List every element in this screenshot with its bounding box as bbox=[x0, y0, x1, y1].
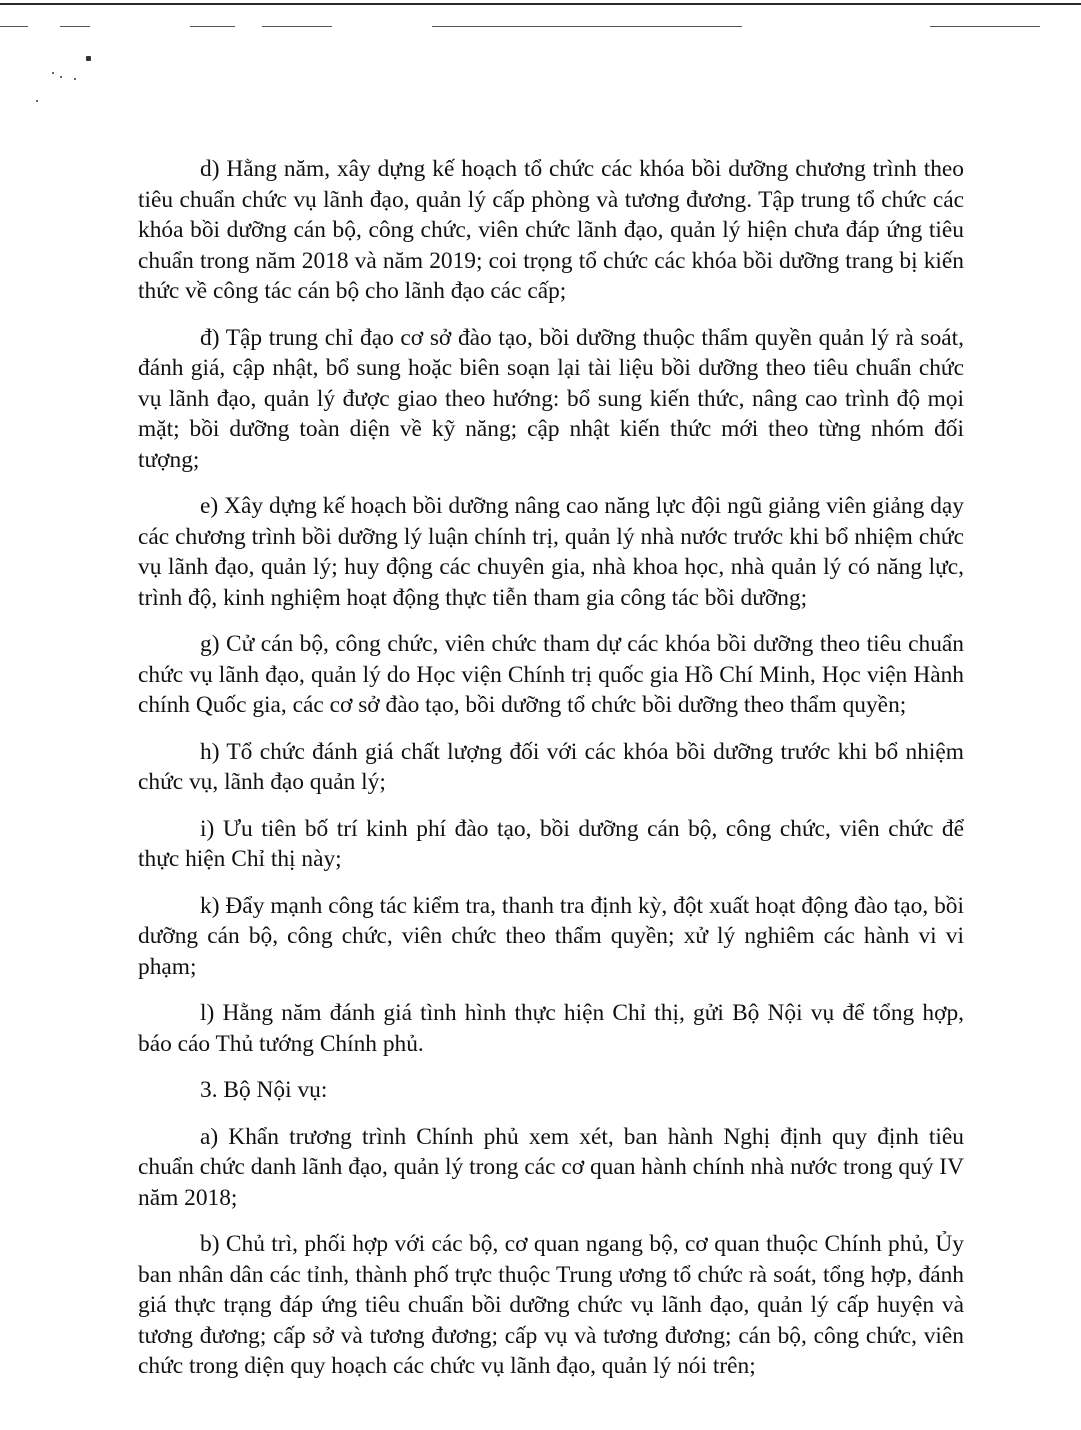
paragraph-l: l) Hằng năm đánh giá tình hình thực hiện Chỉ thị, gửi Bộ Nội vụ để tổng hợp, báo cáo Thủ tướng Chính phủ. bbox=[138, 1000, 964, 1057]
scan-border-line bbox=[0, 3, 1081, 5]
scan-dash bbox=[190, 26, 235, 27]
paragraph-a: a) Khẩn trương trình Chính phủ xem xét, ban hành Nghị định quy định tiêu chuẩn chức danh lãnh đạo, quản lý trong các cơ quan hành chính nhà nước trong quý IV năm 2018; bbox=[138, 1123, 964, 1211]
paragraph-e: e) Xây dựng kế hoạch bồi dưỡng nâng cao năng lực đội ngũ giảng viên giảng dạy các chương trình bồi dưỡng lý luận chính trị, quản lý nhà nước trước khi bổ nhiệm chức vụ lãnh đạo, quản lý; huy động các chuyên gia, nhà khoa học, nhà quản lý có năng lực, trình độ, kinh nghiệm hoạt động thực tiễn tham gia công tác bồi dưỡng; bbox=[138, 493, 964, 611]
paragraph-g: g) Cử cán bộ, công chức, viên chức tham dự các khóa bồi dưỡng theo tiêu chuẩn chức vụ lãnh đạo, quản lý do Học viện Chính trị quốc gia Hồ Chí Minh, Học viện Hành chính Quốc gia, các cơ sở đào tạo, bồi dưỡng tổ chức bồi dưỡng theo thẩm quyền; bbox=[138, 631, 964, 718]
paragraph-d: d) Hằng năm, xây dựng kế hoạch tổ chức các khóa bồi dưỡng chương trình theo tiêu chuẩn chức vụ lãnh đạo, quản lý cấp phòng và tương đương. Tập trung tổ chức các khóa bồi dưỡng cán bộ, công chức, viên chức lãnh đạo, quản lý hiện chưa đáp ứng tiêu chuẩn trong năm 2018 và năm 2019; coi trọng tổ chức các khóa bồi dưỡng trang bị kiến thức về công tác cán bộ cho lãnh đạo các cấp; bbox=[138, 156, 964, 304]
scan-dash bbox=[432, 26, 742, 27]
scan-dash bbox=[0, 26, 28, 27]
scan-speck bbox=[74, 78, 76, 80]
paragraph-k: k) Đẩy mạnh công tác kiểm tra, thanh tra định kỳ, đột xuất hoạt động đào tạo, bồi dưỡng cán bộ, công chức, viên chức theo thẩm quyền; xử lý nghiêm các hành vi vi phạm; bbox=[138, 892, 964, 980]
paragraph-dd: đ) Tập trung chỉ đạo cơ sở đào tạo, bồi dưỡng thuộc thẩm quyền quản lý rà soát, đánh giá, cập nhật, bổ sung hoặc biên soạn lại tài liệu bồi dưỡng theo tiêu chuẩn chức vụ lãnh đạo, quản lý được giao theo hướng: bổ sung kiến thức, nâng cao trình độ mọi mặt; bồi dưỡng toàn diện về kỹ năng; cập nhật kiến thức mới theo từng nhóm đối tượng; bbox=[138, 324, 964, 473]
paragraph-h: h) Tổ chức đánh giá chất lượng đối với các khóa bồi dưỡng trước khi bổ nhiệm chức vụ, lãnh đạo quản lý; bbox=[138, 738, 964, 795]
document-page bbox=[138, 154, 964, 1398]
paragraph-i: i) Ưu tiên bố trí kinh phí đào tạo, bồi dưỡng cán bộ, công chức, viên chức để thực hiện Chỉ thị này; bbox=[138, 815, 964, 872]
scan-specks bbox=[30, 50, 110, 120]
scan-dash bbox=[60, 26, 90, 27]
scan-dash bbox=[262, 26, 332, 27]
paragraph-b: b) Chủ trì, phối hợp với các bộ, cơ quan ngang bộ, cơ quan thuộc Chính phủ, Ủy ban nhân dân các tỉnh, thành phố trực thuộc Trung ương tổ chức rà soát, tổng hợp, đánh giá thực trạng đáp ứng tiêu chuẩn bồi dưỡng chức vụ lãnh đạo, quản lý cấp huyện và tương đương; cấp sở và tương đương; cấp vụ và tương đương; cán bộ, công chức, viên chức trong diện quy hoạch các chức vụ lãnh đạo, quản lý nói trên; bbox=[138, 1231, 964, 1379]
scan-dash bbox=[930, 26, 1040, 27]
scan-speck bbox=[86, 56, 91, 61]
scan-speck bbox=[60, 76, 62, 78]
scan-speck bbox=[52, 72, 54, 74]
scan-speck bbox=[36, 100, 38, 102]
section-heading-bo-noi-vu: 3. Bộ Nội vụ: bbox=[200, 1077, 328, 1103]
scan-top-edge bbox=[0, 0, 1081, 40]
